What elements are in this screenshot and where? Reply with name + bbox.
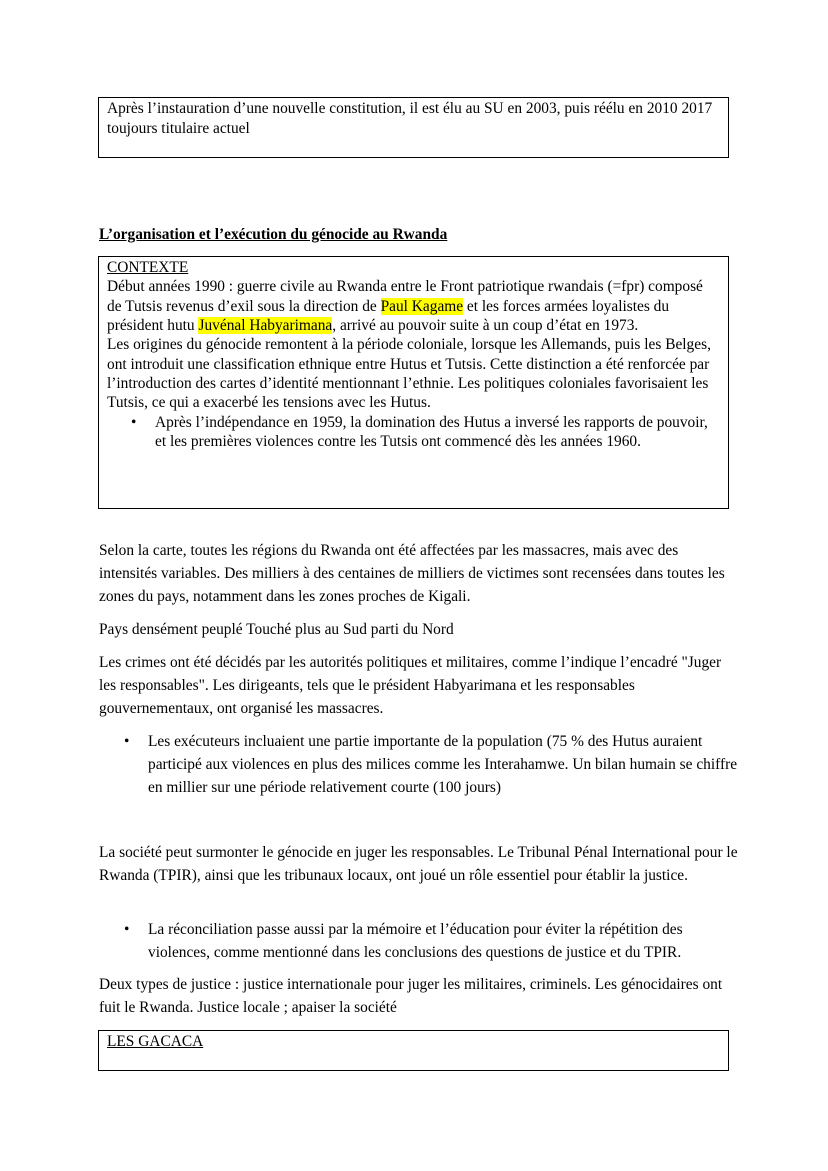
- gacaca-title: LES GACACA: [107, 1033, 204, 1050]
- bullet-reconciliation: • La réconciliation passe aussi par la mémoire et l’éducation pour éviter la répétition des violences, comme mentionné dans les conclusions des questions de justice et du TPIR.: [148, 919, 738, 965]
- context-paragraph-2: Les origines du génocide remontent à la période coloniale, lorsque les Allemands, puis les Belges, ont introduit une classification ethnique entre Hutus et Tutsis. Cette distinction a été renforcée par l’introduction des cartes d’identité mentionnant l’ethnie. Les politiques coloniales favorisaient les Tutsis, ce qui a exacerbé les tensions avec les Hutus.: [107, 336, 711, 412]
- highlight-juvenal-habyarimana: Juvénal Habyarimana: [198, 316, 333, 334]
- gacaca-box: [98, 1030, 729, 1071]
- bullet-executeurs: • Les exécuteurs incluaient une partie importante de la population (75 % des Hutus auraient participé aux violences en plus des milices comme les Interahamwe. Un bilan humain se chiffre en millier sur une période relativement courte (100 jours): [148, 731, 738, 799]
- paragraph-justice: Deux types de justice : justice internationale pour juger les militaires, criminels. Les génocidaires ont fuit le Rwanda. Justice locale ; apaiser la société: [99, 976, 723, 1016]
- highlight-paul-kagame: Paul Kagame: [380, 297, 464, 315]
- paragraph-carte: Selon la carte, toutes les régions du Rwanda ont été affectées par les massacres, mais avec des intensités variables. Des milliers à des centaines de milliers de victimes sont recensées dans toutes les zones du pays, notamment dans les zones proches de Kigali.: [99, 542, 725, 605]
- context-paragraph-1: [107, 277, 720, 335]
- section-heading: L’organisation et l’exécution du génocide au Rwanda: [99, 226, 448, 243]
- paragraph-crimes: Les crimes ont été décidés par les autorités politiques et militaires, comme l’indique l’encadré "Juger les responsables". Les dirigeants, tels que le président Habyarimana et les responsables gouvernementaux, ont organisé les massacres.: [99, 654, 722, 717]
- summary-box: [98, 97, 729, 158]
- context-title: CONTEXTE: [107, 259, 189, 276]
- context-p1-text-c: , arrivé au pouvoir suite à un coup d’état en 1973.: [332, 316, 639, 334]
- context-p1-text-b: et les forces armées loyalistes du président hutu: [107, 297, 670, 334]
- context-box: [98, 256, 729, 509]
- paragraph-pays: Pays densément peuplé Touché plus au Sud parti du Nord: [99, 621, 454, 638]
- paragraph-societe: La société peut surmonter le génocide en juger les responsables. Le Tribunal Pénal International pour le Rwanda (TPIR), ainsi que les tribunaux locaux, ont joué un rôle essentiel pour établir la justice.: [99, 844, 738, 884]
- context-bullet: • Après l’indépendance en 1959, la domination des Hutus a inversé les rapports de pouvoir, et les premières violences contre les Tutsis ont commencé dès les années 1960.: [107, 413, 720, 452]
- summary-text: Après l’instauration d’une nouvelle constitution, il est élu au SU en 2003, puis réélu en 2010 2017 toujours titulaire actuel: [107, 100, 713, 138]
- context-p1-text-a: Début années 1990 : guerre civile au Rwanda entre le Front patriotique rwandais (=fpr) composé de Tutsis revenus d’exil sous la direction de: [107, 278, 703, 315]
